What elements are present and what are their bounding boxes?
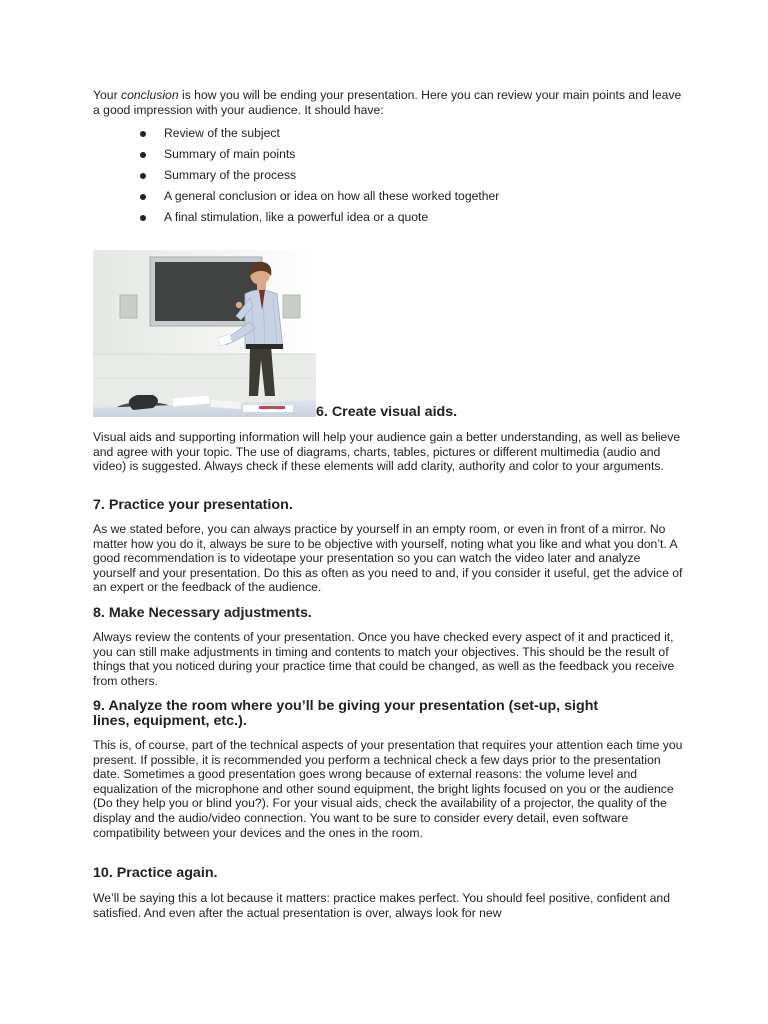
conclusion-bullet-list <box>140 126 499 231</box>
section-heading: 10. Practice again. <box>93 865 218 881</box>
conclusion-emphasis: conclusion <box>121 88 179 102</box>
presenter-at-screen-photo <box>93 250 316 417</box>
bullet-icon <box>140 194 146 200</box>
bullet-icon <box>140 173 146 179</box>
bullet-icon <box>140 152 146 158</box>
bullet-icon <box>140 131 146 137</box>
bullet-icon <box>140 215 146 221</box>
section-heading: 9. Analyze the room where you’ll be giving your presentation (set-up, sight lines, equipment, etc.). <box>93 698 599 729</box>
list-item: Review of the subject <box>140 126 499 147</box>
section-paragraph: As we stated before, you can always practice by yourself in an empty room, or even in front of a mirror. No matter how you do it, always be sure to be objective with yourself, noting what you like and what you don’t. A good recommendation is to videotape your presentation so you can watch the video later and analyze yourself and your presentation. Do this as often as you need to and, if you consider it useful, get the advice of an expert or the feedback of the audience. <box>93 522 683 595</box>
section-paragraph: Always review the contents of your presentation. Once you have checked every aspect of it and practiced it, you can still make adjustments in timing and contents to match your objectives. This should be the result of things that you noticed during your practice time that could be changed, as well as the feedback you receive from others. <box>93 630 675 688</box>
list-item: A final stimulation, like a powerful idea or a quote <box>140 210 499 231</box>
conclusion-text-start: Your <box>93 88 122 102</box>
section-heading: 8. Make Necessary adjustments. <box>93 605 312 621</box>
presenter-photo-illustration <box>93 250 316 417</box>
section-paragraph: This is, of course, part of the technical aspects of your presentation that requires your attention each time you present. If possible, it is recommended you perform a technical check a few days prior to the presentation date. Sometimes a good presentation goes wrong because of external reasons: the volume level and equalization of the microphone and other sound equipment, the bright lights focused on you or the audience (Do they help you or blind you?). For your visual aids, check the availability of a projector, the quality of the display and the audio/video connection. You want to be sure to consider every detail, even software compatibility between your devices and the ones in the room. <box>93 738 683 840</box>
list-item: Summary of the process <box>140 168 499 189</box>
conclusion-text-end: is how you will be ending your presentation. Here you can review your main points and leave a good impression with your audience. It should have: <box>93 88 682 117</box>
list-item: Summary of main points <box>140 147 499 168</box>
list-item: A general conclusion or idea on how all these worked together <box>140 189 499 210</box>
conclusion-paragraph <box>93 88 683 117</box>
section-paragraph: Visual aids and supporting information will help your audience gain a better understanding, as well as believe and agree with your topic. The use of diagrams, charts, tables, pictures or different multimedia (audio and video) is suggested. Always check if these elements will add clarity, authority and color to your arguments. <box>93 430 681 474</box>
section-heading: 7. Practice your presentation. <box>93 497 293 513</box>
section-heading: 6. Create visual aids. <box>316 404 458 420</box>
section-paragraph: We’ll be saying this a lot because it matters: practice makes perfect. You should feel positive, confident and satisfied. And even after the actual presentation is over, always look for new <box>93 891 670 920</box>
